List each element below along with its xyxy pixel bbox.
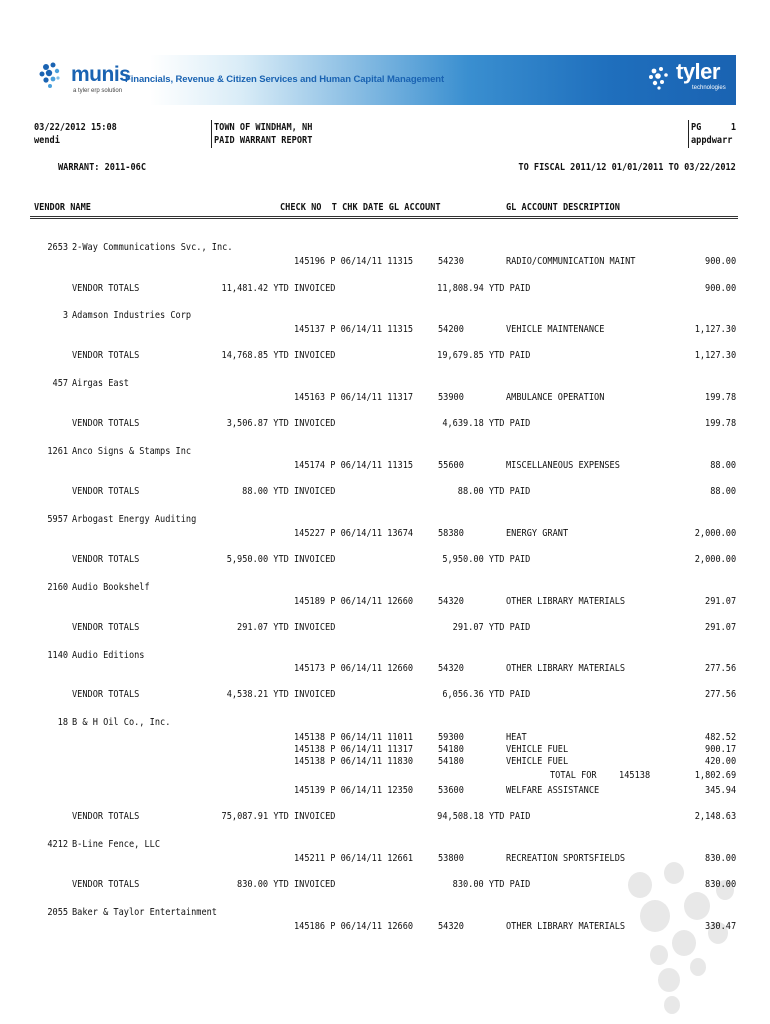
vendor-totals-label: VENDOR TOTALS <box>72 486 140 497</box>
col-check-gl: CHECK NO T CHK DATE GL ACCOUNT <box>280 202 441 213</box>
tyler-logo <box>648 59 728 101</box>
gl-description: OTHER LIBRARY MATERIALS <box>506 596 626 607</box>
ytd-paid: 6,056.36 YTD PAID <box>441 689 530 700</box>
line-amount: 291.07 <box>704 596 736 607</box>
line-amount: 2,000.00 <box>694 528 736 539</box>
munis-dots-icon <box>38 61 68 95</box>
check-total-amount: 1,802.69 <box>694 770 736 781</box>
gl-account: 54230 <box>438 256 464 267</box>
gl-account: 53800 <box>438 853 464 864</box>
munis-wordmark: munis <box>71 63 131 86</box>
ytd-paid: 94,508.18 YTD PAID <box>436 811 530 822</box>
vendor-totals-label: VENDOR TOTALS <box>72 879 140 890</box>
gl-account: 54180 <box>438 756 464 767</box>
line-amount: 1,127.30 <box>694 324 736 335</box>
check-line: 145138 P 06/14/11 11830 <box>294 756 414 767</box>
vendor-number: 457 <box>52 378 68 389</box>
program-name: appdwarr <box>691 135 733 146</box>
check-line: 145163 P 06/14/11 11317 <box>294 392 414 403</box>
gl-account: 54320 <box>438 663 464 674</box>
line-amount: 900.17 <box>704 744 736 755</box>
line-amount: 482.52 <box>704 732 736 743</box>
check-line: 145196 P 06/14/11 11315 <box>294 256 414 267</box>
tyler-dots-icon <box>648 65 676 95</box>
gl-account: 58380 <box>438 528 464 539</box>
ytd-invoiced: 11,481.42 YTD INVOICED <box>221 283 335 294</box>
vendor-name: Baker & Taylor Entertainment <box>72 907 217 918</box>
check-line: 145189 P 06/14/11 12660 <box>294 596 414 607</box>
tyler-subtitle: technologies <box>692 85 726 91</box>
vendor-number: 5957 <box>47 514 68 525</box>
vendor-total-amount: 291.07 <box>704 622 736 633</box>
vendor-total-amount: 1,127.30 <box>694 350 736 361</box>
vendor-name: Arbogast Energy Auditing <box>72 514 197 525</box>
ytd-invoiced: 291.07 YTD INVOICED <box>236 622 335 633</box>
line-amount: 830.00 <box>704 853 736 864</box>
vendor-totals-label: VENDOR TOTALS <box>72 554 140 565</box>
ytd-paid: 11,808.94 YTD PAID <box>436 283 530 294</box>
ytd-paid: 19,679.85 YTD PAID <box>436 350 530 361</box>
vendor-number: 3 <box>62 310 68 321</box>
gl-account: 59300 <box>438 732 464 743</box>
vendor-total-amount: 2,000.00 <box>694 554 736 565</box>
gl-account: 54320 <box>438 596 464 607</box>
vendor-number: 18 <box>57 717 68 728</box>
report-banner <box>30 55 736 105</box>
vendor-total-amount: 88.00 <box>710 486 736 497</box>
vendor-totals-label: VENDOR TOTALS <box>72 622 140 633</box>
check-line: 145138 P 06/14/11 11011 <box>294 732 414 743</box>
gl-description: OTHER LIBRARY MATERIALS <box>506 921 626 932</box>
check-total-number: 145138 <box>618 770 650 781</box>
vendor-total-amount: 2,148.63 <box>694 811 736 822</box>
ytd-invoiced: 4,538.21 YTD INVOICED <box>226 689 335 700</box>
vendor-number: 2055 <box>47 907 68 918</box>
check-total-label: TOTAL FOR <box>550 770 597 781</box>
vendor-name: Adamson Industries Corp <box>72 310 192 321</box>
vendor-total-amount: 900.00 <box>704 283 736 294</box>
header-divider-right <box>688 120 689 148</box>
org-name: TOWN OF WINDHAM, NH <box>214 122 313 133</box>
ytd-invoiced: 75,087.91 YTD INVOICED <box>221 811 335 822</box>
vendor-name: Anco Signs & Stamps Inc <box>72 446 192 457</box>
vendor-total-amount: 277.56 <box>704 689 736 700</box>
gl-description: VEHICLE MAINTENANCE <box>506 324 605 335</box>
page-label: PG <box>691 122 702 133</box>
line-amount: 88.00 <box>710 460 736 471</box>
line-amount: 900.00 <box>704 256 736 267</box>
check-line: 145186 P 06/14/11 12660 <box>294 921 414 932</box>
col-gl-description: GL ACCOUNT DESCRIPTION <box>506 202 620 213</box>
vendor-name: Airgas East <box>72 378 129 389</box>
ytd-invoiced: 14,768.85 YTD INVOICED <box>221 350 335 361</box>
gl-description: AMBULANCE OPERATION <box>506 392 605 403</box>
ytd-invoiced: 88.00 YTD INVOICED <box>241 486 335 497</box>
vendor-name: B-Line Fence, LLC <box>72 839 161 850</box>
ytd-paid: 830.00 YTD PAID <box>452 879 530 890</box>
line-amount: 199.78 <box>704 392 736 403</box>
gl-account: 54320 <box>438 921 464 932</box>
gl-description: RADIO/COMMUNICATION MAINT <box>506 256 636 267</box>
report-user: wendi <box>34 135 60 146</box>
gl-description: ENERGY GRANT <box>506 528 569 539</box>
vendor-totals-label: VENDOR TOTALS <box>72 689 140 700</box>
gl-account: 54180 <box>438 744 464 755</box>
line-amount: 420.00 <box>704 756 736 767</box>
gl-description: HEAT <box>506 732 527 743</box>
col-vendor-name: VENDOR NAME <box>34 202 91 213</box>
check-line: 145139 P 06/14/11 12350 <box>294 785 414 796</box>
munis-subtitle: a tyler erp solution <box>73 88 123 94</box>
vendor-name: Audio Bookshelf <box>72 582 150 593</box>
ytd-paid: 5,950.00 YTD PAID <box>441 554 530 565</box>
gl-description: VEHICLE FUEL <box>506 756 569 767</box>
vendor-name: 2-Way Communications Svc., Inc. <box>72 242 233 253</box>
ytd-paid: 291.07 YTD PAID <box>452 622 530 633</box>
vendor-total-amount: 199.78 <box>704 418 736 429</box>
check-line: 145138 P 06/14/11 11317 <box>294 744 414 755</box>
header-rule-double <box>30 218 738 219</box>
gl-description: OTHER LIBRARY MATERIALS <box>506 663 626 674</box>
banner-tagline: Financials, Revenue & Citizen Services and Human Capital Management <box>125 74 445 85</box>
fiscal-range: TO FISCAL 2011/12 01/01/2011 TO 03/22/2012 <box>518 162 736 173</box>
munis-logo <box>38 61 131 99</box>
vendor-totals-label: VENDOR TOTALS <box>72 350 140 361</box>
gl-description: RECREATION SPORTSFIELDS <box>506 853 626 864</box>
tyler-wordmark: tyler <box>676 59 720 84</box>
page-number: 1 <box>730 122 736 133</box>
gl-description: MISCELLANEOUS EXPENSES <box>506 460 620 471</box>
gl-account: 53600 <box>438 785 464 796</box>
gl-account: 53900 <box>438 392 464 403</box>
ytd-paid: 4,639.18 YTD PAID <box>441 418 530 429</box>
vendor-totals-label: VENDOR TOTALS <box>72 283 140 294</box>
report-title: PAID WARRANT REPORT <box>214 135 313 146</box>
gl-account: 55600 <box>438 460 464 471</box>
gl-description: VEHICLE FUEL <box>506 744 569 755</box>
vendor-total-amount: 830.00 <box>704 879 736 890</box>
header-rule <box>30 216 738 217</box>
ytd-invoiced: 5,950.00 YTD INVOICED <box>226 554 335 565</box>
vendor-name: B & H Oil Co., Inc. <box>72 717 171 728</box>
gl-description: WELFARE ASSISTANCE <box>506 785 600 796</box>
vendor-number: 1140 <box>47 650 68 661</box>
ytd-paid: 88.00 YTD PAID <box>457 486 530 497</box>
ytd-invoiced: 830.00 YTD INVOICED <box>236 879 335 890</box>
report-datetime: 03/22/2012 15:08 <box>34 122 117 133</box>
vendor-totals-label: VENDOR TOTALS <box>72 418 140 429</box>
ytd-invoiced: 3,506.87 YTD INVOICED <box>226 418 335 429</box>
gl-account: 54200 <box>438 324 464 335</box>
vendor-number: 4212 <box>47 839 68 850</box>
vendor-number: 2160 <box>47 582 68 593</box>
check-line: 145173 P 06/14/11 12660 <box>294 663 414 674</box>
vendor-number: 1261 <box>47 446 68 457</box>
vendor-totals-label: VENDOR TOTALS <box>72 811 140 822</box>
vendor-name: Audio Editions <box>72 650 145 661</box>
line-amount: 277.56 <box>704 663 736 674</box>
check-line: 145174 P 06/14/11 11315 <box>294 460 414 471</box>
line-amount: 330.47 <box>704 921 736 932</box>
header-divider-left <box>211 120 212 148</box>
check-line: 145137 P 06/14/11 11315 <box>294 324 414 335</box>
vendor-number: 2653 <box>47 242 68 253</box>
warrant-label: WARRANT: 2011-06C <box>58 162 147 173</box>
check-line: 145227 P 06/14/11 13674 <box>294 528 414 539</box>
line-amount: 345.94 <box>704 785 736 796</box>
check-line: 145211 P 06/14/11 12661 <box>294 853 414 864</box>
